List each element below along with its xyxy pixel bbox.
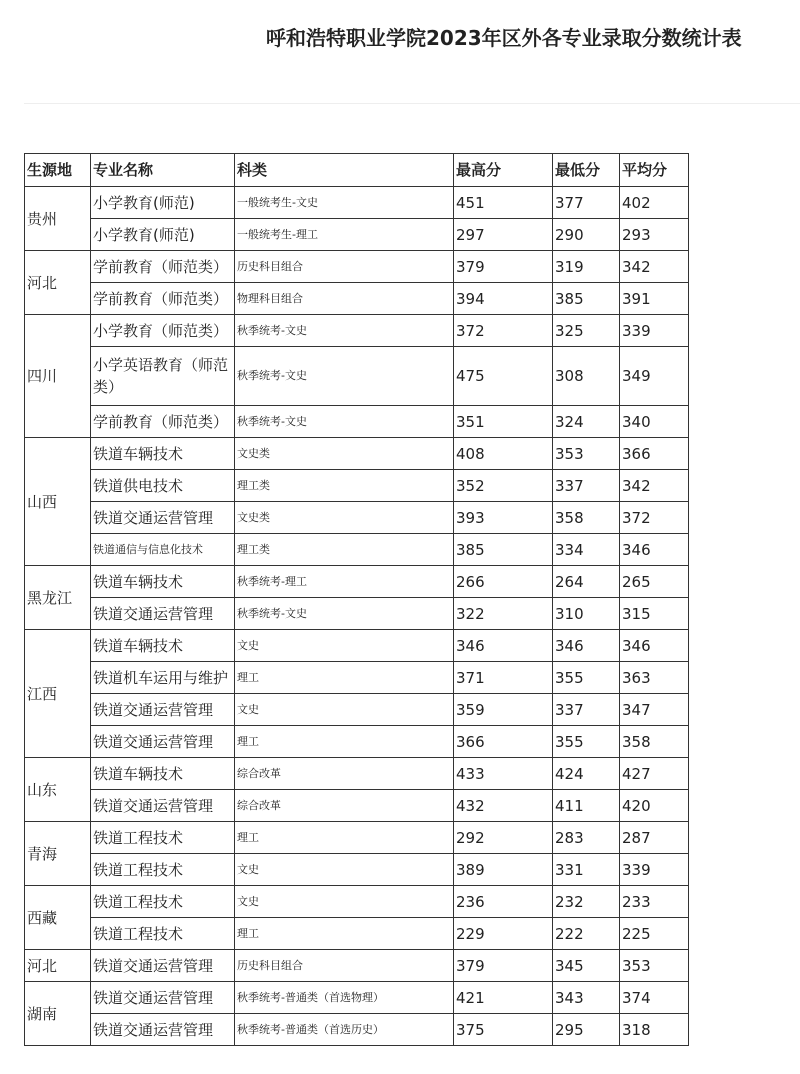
region-cell: 河北	[25, 950, 91, 982]
min-score-cell: 337	[553, 694, 620, 726]
table-row	[25, 1014, 689, 1046]
min-score-cell: 355	[553, 726, 620, 758]
major-cell: 铁道工程技术	[91, 822, 235, 854]
avg-score-cell: 358	[620, 726, 689, 758]
page-title: 呼和浩特职业学院2023年区外各专业录取分数统计表	[266, 26, 742, 50]
category-cell: 秋季统考-文史	[235, 315, 454, 347]
category-cell: 秋季统考-普通类（首选历史）	[235, 1014, 454, 1046]
max-score-cell: 346	[454, 630, 553, 662]
major-cell: 学前教育（师范类）	[91, 251, 235, 283]
category-cell: 历史科目组合	[235, 950, 454, 982]
major-cell: 铁道供电技术	[91, 470, 235, 502]
region-cell: 贵州	[25, 187, 91, 251]
avg-score-cell: 287	[620, 822, 689, 854]
avg-score-cell: 366	[620, 438, 689, 470]
major-cell: 小学英语教育（师范类）	[91, 347, 235, 406]
min-score-cell: 283	[553, 822, 620, 854]
max-score-cell: 372	[454, 315, 553, 347]
table-row	[25, 918, 689, 950]
max-score-cell: 389	[454, 854, 553, 886]
table-row	[25, 566, 689, 598]
header-major: 专业名称	[91, 154, 235, 187]
min-score-cell: 424	[553, 758, 620, 790]
category-cell: 秋季统考-文史	[235, 347, 454, 406]
admission-score-table	[24, 153, 689, 1046]
region-cell: 湖南	[25, 982, 91, 1046]
min-score-cell: 377	[553, 187, 620, 219]
avg-score-cell: 342	[620, 470, 689, 502]
table-row	[25, 950, 689, 982]
major-cell: 铁道车辆技术	[91, 438, 235, 470]
avg-score-cell: 347	[620, 694, 689, 726]
major-cell: 铁道工程技术	[91, 886, 235, 918]
table-row	[25, 347, 689, 406]
min-score-cell: 345	[553, 950, 620, 982]
category-cell: 文史类	[235, 438, 454, 470]
min-score-cell: 346	[553, 630, 620, 662]
major-cell: 铁道通信与信息化技术	[91, 534, 235, 566]
major-cell: 小学教育（师范类）	[91, 315, 235, 347]
max-score-cell: 359	[454, 694, 553, 726]
category-cell: 秋季统考-理工	[235, 566, 454, 598]
max-score-cell: 229	[454, 918, 553, 950]
major-cell: 铁道交通运营管理	[91, 598, 235, 630]
table-row	[25, 886, 689, 918]
table-row	[25, 630, 689, 662]
min-score-cell: 334	[553, 534, 620, 566]
min-score-cell: 385	[553, 283, 620, 315]
category-cell: 文史类	[235, 502, 454, 534]
max-score-cell: 266	[454, 566, 553, 598]
major-cell: 铁道工程技术	[91, 918, 235, 950]
category-cell: 理工	[235, 822, 454, 854]
category-cell: 秋季统考-文史	[235, 598, 454, 630]
major-cell: 铁道交通运营管理	[91, 694, 235, 726]
header-max-score: 最高分	[454, 154, 553, 187]
max-score-cell: 451	[454, 187, 553, 219]
min-score-cell: 358	[553, 502, 620, 534]
avg-score-cell: 315	[620, 598, 689, 630]
major-cell: 铁道机车运用与维护	[91, 662, 235, 694]
table-row	[25, 315, 689, 347]
avg-score-cell: 346	[620, 534, 689, 566]
category-cell: 秋季统考-普通类（首选物理）	[235, 982, 454, 1014]
min-score-cell: 232	[553, 886, 620, 918]
category-cell: 文史	[235, 694, 454, 726]
major-cell: 铁道车辆技术	[91, 758, 235, 790]
max-score-cell: 297	[454, 219, 553, 251]
table-row	[25, 251, 689, 283]
table-row	[25, 219, 689, 251]
avg-score-cell: 374	[620, 982, 689, 1014]
category-cell: 理工	[235, 918, 454, 950]
major-cell: 学前教育（师范类）	[91, 406, 235, 438]
max-score-cell: 352	[454, 470, 553, 502]
max-score-cell: 366	[454, 726, 553, 758]
table-row	[25, 726, 689, 758]
avg-score-cell: 340	[620, 406, 689, 438]
table-row	[25, 822, 689, 854]
max-score-cell: 292	[454, 822, 553, 854]
major-cell: 铁道交通运营管理	[91, 502, 235, 534]
min-score-cell: 325	[553, 315, 620, 347]
avg-score-cell: 353	[620, 950, 689, 982]
category-cell: 一般统考生-文史	[235, 187, 454, 219]
major-cell: 学前教育（师范类）	[91, 283, 235, 315]
table-row	[25, 406, 689, 438]
max-score-cell: 475	[454, 347, 553, 406]
category-cell: 理工	[235, 662, 454, 694]
region-cell: 江西	[25, 630, 91, 758]
category-cell: 一般统考生-理工	[235, 219, 454, 251]
table-row	[25, 758, 689, 790]
min-score-cell: 411	[553, 790, 620, 822]
max-score-cell: 322	[454, 598, 553, 630]
table-row	[25, 982, 689, 1014]
category-cell: 综合改革	[235, 758, 454, 790]
max-score-cell: 408	[454, 438, 553, 470]
max-score-cell: 432	[454, 790, 553, 822]
region-cell: 四川	[25, 315, 91, 438]
table-row	[25, 283, 689, 315]
min-score-cell: 319	[553, 251, 620, 283]
avg-score-cell: 346	[620, 630, 689, 662]
max-score-cell: 379	[454, 950, 553, 982]
table-body	[25, 187, 689, 1046]
min-score-cell: 264	[553, 566, 620, 598]
min-score-cell: 337	[553, 470, 620, 502]
avg-score-cell: 420	[620, 790, 689, 822]
table-row	[25, 187, 689, 219]
category-cell: 理工类	[235, 470, 454, 502]
header-min-score: 最低分	[553, 154, 620, 187]
avg-score-cell: 293	[620, 219, 689, 251]
min-score-cell: 290	[553, 219, 620, 251]
table-row	[25, 534, 689, 566]
category-cell: 理工	[235, 726, 454, 758]
category-cell: 秋季统考-文史	[235, 406, 454, 438]
avg-score-cell: 427	[620, 758, 689, 790]
avg-score-cell: 265	[620, 566, 689, 598]
max-score-cell: 379	[454, 251, 553, 283]
table-row	[25, 662, 689, 694]
title-divider	[24, 103, 800, 104]
category-cell: 文史	[235, 630, 454, 662]
region-cell: 山西	[25, 438, 91, 566]
major-cell: 小学教育(师范)	[91, 187, 235, 219]
major-cell: 铁道交通运营管理	[91, 790, 235, 822]
avg-score-cell: 339	[620, 315, 689, 347]
avg-score-cell: 233	[620, 886, 689, 918]
major-cell: 铁道交通运营管理	[91, 950, 235, 982]
max-score-cell: 393	[454, 502, 553, 534]
min-score-cell: 222	[553, 918, 620, 950]
category-cell: 文史	[235, 854, 454, 886]
major-cell: 铁道车辆技术	[91, 630, 235, 662]
major-cell: 铁道交通运营管理	[91, 982, 235, 1014]
min-score-cell: 308	[553, 347, 620, 406]
major-cell: 铁道工程技术	[91, 854, 235, 886]
avg-score-cell: 349	[620, 347, 689, 406]
region-cell: 青海	[25, 822, 91, 886]
table-row	[25, 694, 689, 726]
avg-score-cell: 402	[620, 187, 689, 219]
category-cell: 文史	[235, 886, 454, 918]
max-score-cell: 394	[454, 283, 553, 315]
major-cell: 小学教育(师范)	[91, 219, 235, 251]
avg-score-cell: 318	[620, 1014, 689, 1046]
table-row	[25, 470, 689, 502]
region-cell: 黑龙江	[25, 566, 91, 630]
max-score-cell: 385	[454, 534, 553, 566]
region-cell: 河北	[25, 251, 91, 315]
avg-score-cell: 342	[620, 251, 689, 283]
min-score-cell: 324	[553, 406, 620, 438]
category-cell: 综合改革	[235, 790, 454, 822]
header-region: 生源地	[25, 154, 91, 187]
avg-score-cell: 363	[620, 662, 689, 694]
table-header-row	[25, 154, 689, 187]
avg-score-cell: 372	[620, 502, 689, 534]
max-score-cell: 371	[454, 662, 553, 694]
min-score-cell: 343	[553, 982, 620, 1014]
max-score-cell: 236	[454, 886, 553, 918]
major-cell: 铁道交通运营管理	[91, 1014, 235, 1046]
max-score-cell: 421	[454, 982, 553, 1014]
table-row	[25, 502, 689, 534]
avg-score-cell: 225	[620, 918, 689, 950]
max-score-cell: 351	[454, 406, 553, 438]
header-avg-score: 平均分	[620, 154, 689, 187]
category-cell: 物理科目组合	[235, 283, 454, 315]
major-cell: 铁道交通运营管理	[91, 726, 235, 758]
min-score-cell: 295	[553, 1014, 620, 1046]
table-row	[25, 598, 689, 630]
table-row	[25, 438, 689, 470]
header-category: 科类	[235, 154, 454, 187]
table-row	[25, 790, 689, 822]
category-cell: 理工类	[235, 534, 454, 566]
max-score-cell: 433	[454, 758, 553, 790]
min-score-cell: 331	[553, 854, 620, 886]
min-score-cell: 355	[553, 662, 620, 694]
region-cell: 山东	[25, 758, 91, 822]
table-row	[25, 854, 689, 886]
region-cell: 西藏	[25, 886, 91, 950]
avg-score-cell: 391	[620, 283, 689, 315]
min-score-cell: 310	[553, 598, 620, 630]
min-score-cell: 353	[553, 438, 620, 470]
max-score-cell: 375	[454, 1014, 553, 1046]
avg-score-cell: 339	[620, 854, 689, 886]
major-cell: 铁道车辆技术	[91, 566, 235, 598]
category-cell: 历史科目组合	[235, 251, 454, 283]
